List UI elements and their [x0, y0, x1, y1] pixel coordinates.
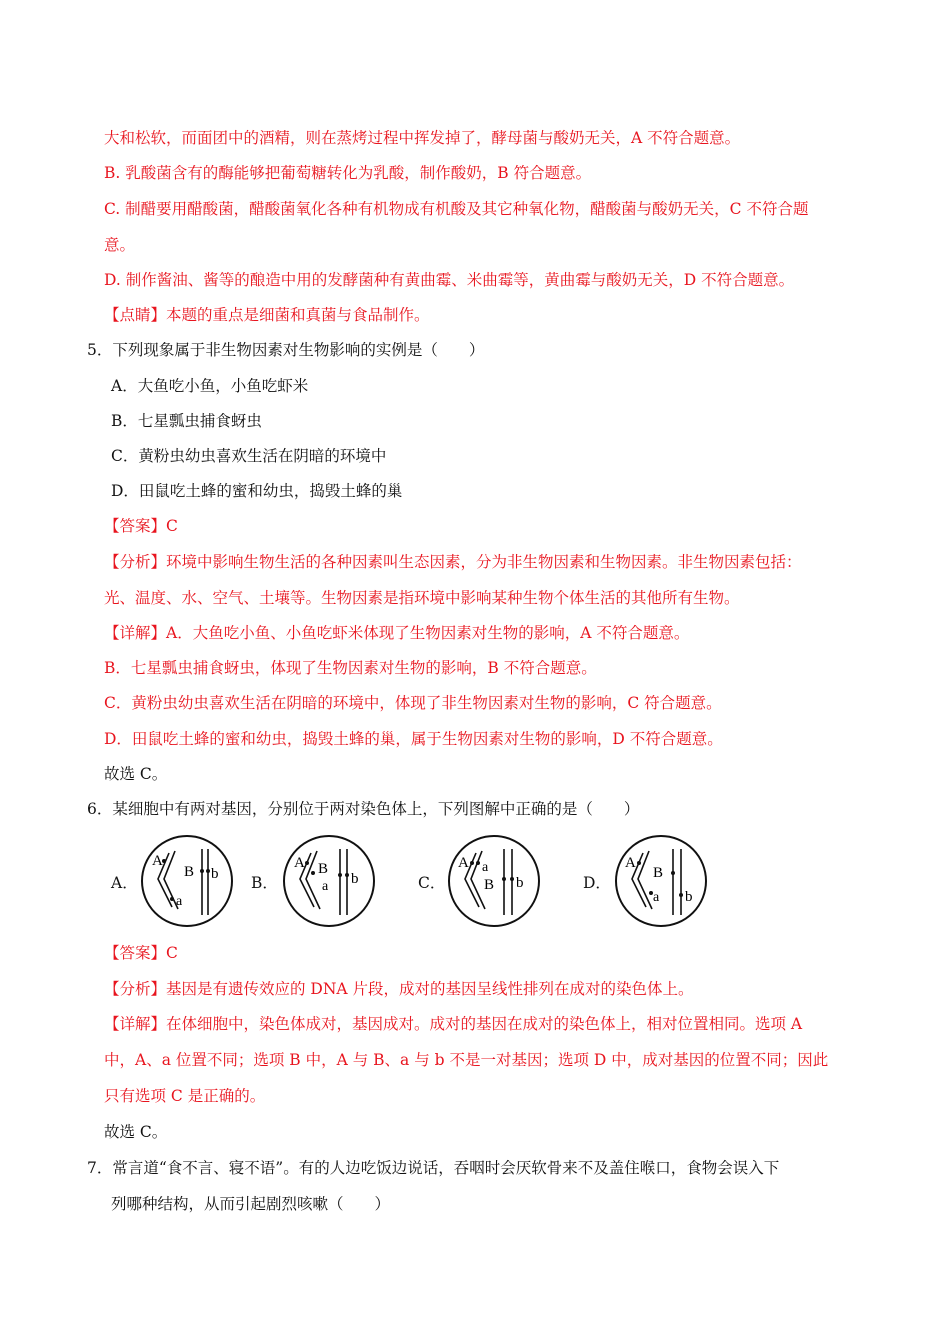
choice: 故选 C。	[104, 765, 168, 783]
gene-B: B	[318, 861, 329, 877]
analysis: 【分析】环境中影响生物生活的各种因素叫生态因素，分为非生物因素和生物因素。非生物因素包括：	[104, 553, 802, 571]
answer: 【答案】C	[104, 944, 178, 962]
gene-a: a	[653, 890, 660, 905]
detail: C．黄粉虫幼虫喜欢生活在阴暗的环境中，体现了非生物因素对生物的影响，C 符合题意。	[104, 694, 722, 712]
detail: 【详解】A．大鱼吃小鱼、小鱼吃虾米体现了生物因素对生物的影响，A 不符合题意。	[104, 624, 690, 642]
explanation-line: C. 制醋要用醋酸菌，醋酸菌氧化各种有机物成有机酸及其它种氧化物，醋酸菌与酸奶无关，C 不符合题	[104, 200, 809, 218]
gene-A: A	[152, 853, 163, 869]
gene-A: A	[458, 855, 469, 871]
explanation-line: 大和松软，而面团中的酒精，则在蒸烤过程中挥发掉了，酵母菌与酸奶无关，A 不符合题意。	[104, 129, 741, 147]
gene-b: b	[351, 871, 359, 887]
gene-b: b	[516, 875, 524, 891]
option-a: A．大鱼吃小鱼，小鱼吃虾米	[111, 377, 309, 395]
cell-diagram-d	[613, 833, 709, 929]
cell-diagram-c	[446, 833, 542, 929]
detail: D．田鼠吃土蜂的蜜和幼虫，捣毁土蜂的巢，属于生物因素对生物的影响，D 不符合题意。	[104, 730, 723, 748]
detail: 【详解】在体细胞中，染色体成对，基因成对。成对的基因在成对的染色体上，相对位置相同。选项 A	[104, 1015, 803, 1033]
explanation-line: B. 乳酸菌含有的酶能够把葡萄糖转化为乳酸，制作酸奶，B 符合题意。	[104, 164, 592, 182]
option-d-label: D．	[583, 874, 611, 892]
question-stem: 7．常言道“食不言、寝不语”。有的人边吃饭边说话，吞咽时会厌软骨来不及盖住喉口，食物会误入下	[87, 1159, 780, 1177]
gene-b: b	[211, 866, 219, 882]
option-c-label: C．	[418, 874, 446, 892]
cell-diagram-b	[281, 833, 377, 929]
question-stem: 5．下列现象属于非生物因素对生物影响的实例是（ ）	[87, 341, 485, 359]
gene-B: B	[484, 877, 495, 893]
option-b-label: B．	[251, 874, 278, 892]
detail: B．七星瓢虫捕食蚜虫，体现了生物因素对生物的影响，B 不符合题意。	[104, 659, 597, 677]
gene-a: a	[176, 894, 183, 909]
explanation-line: 意。	[104, 236, 136, 254]
gene-a: a	[322, 879, 329, 894]
question-stem-cont: 列哪种结构，从而引起剧烈咳嗽（ ）	[111, 1195, 391, 1213]
detail: 中，A、a 位置不同；选项 B 中，A 与 B、a 与 b 不是一对基因；选项 D 中，成对基因的位置不同；因此	[104, 1051, 829, 1069]
key-point: 【点睛】本题的重点是细菌和真菌与食品制作。	[104, 306, 430, 324]
gene-a: a	[482, 860, 489, 875]
gene-b: b	[685, 889, 693, 905]
option-a-label: A．	[111, 874, 138, 892]
cell-diagram-a	[139, 833, 235, 929]
gene-B: B	[653, 865, 664, 881]
detail: 只有选项 C 是正确的。	[104, 1087, 266, 1105]
analysis: 光、温度、水、空气、土壤等。生物因素是指环境中影响某种生物个体生活的其他所有生物。	[104, 589, 740, 607]
choice: 故选 C。	[104, 1123, 168, 1141]
answer: 【答案】C	[104, 517, 178, 535]
gene-A: A	[625, 855, 636, 871]
explanation-line: D. 制作酱油、酱等的酿造中用的发酵菌种有黄曲霉、米曲霉等，黄曲霉与酸奶无关，D 不符合题意。	[104, 271, 795, 289]
option-c: C．黄粉虫幼虫喜欢生活在阴暗的环境中	[111, 447, 387, 465]
question-stem: 6．某细胞中有两对基因，分别位于两对染色体上，下列图解中正确的是（ ）	[87, 800, 640, 818]
gene-A: A	[294, 855, 305, 871]
gene-B: B	[184, 864, 195, 880]
analysis: 【分析】基因是有遗传效应的 DNA 片段，成对的基因呈线性排列在成对的染色体上。	[104, 980, 694, 998]
option-d: D．田鼠吃土蜂的蜜和幼虫，捣毁土蜂的巢	[111, 482, 403, 500]
option-b: B．七星瓢虫捕食蚜虫	[111, 412, 262, 430]
